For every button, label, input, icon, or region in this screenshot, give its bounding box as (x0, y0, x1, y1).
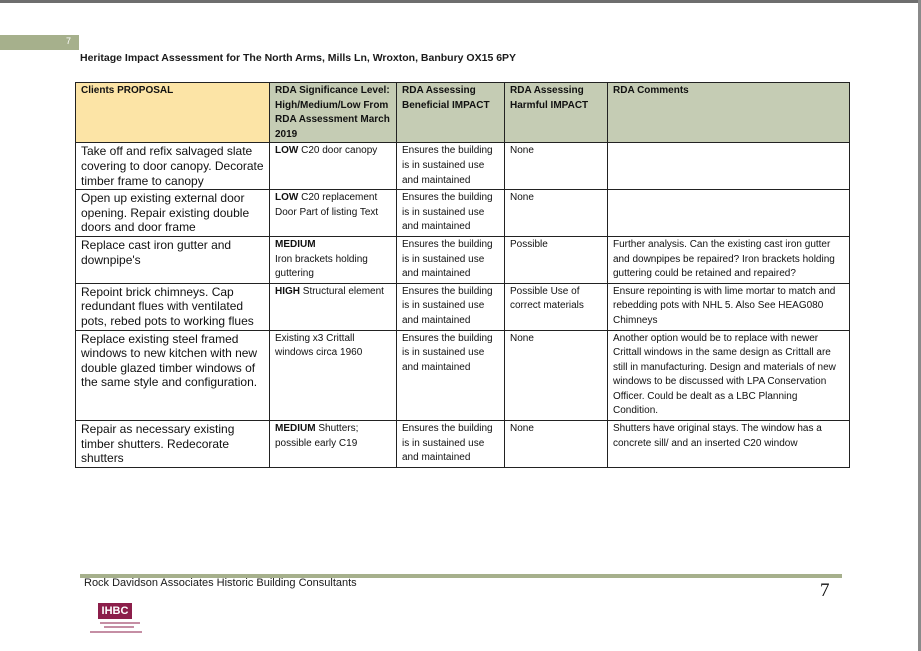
logo-line (90, 631, 142, 633)
header-beneficial: RDA Assessing Beneficial IMPACT (397, 83, 505, 143)
cell-proposal: Repoint brick chimneys. Cap redundant flues with ventilated pots, rebed pots to working flues (76, 283, 270, 330)
header-harmful: RDA Assessing Harmful IMPACT (505, 83, 608, 143)
significance-level: LOW (275, 145, 299, 157)
cell-beneficial: Ensures the building is in sustained use and maintained (397, 236, 505, 283)
significance-text: Shutters; possible early C19 (275, 423, 359, 449)
table-row (76, 236, 850, 283)
cell-proposal: Replace cast iron gutter and downpipe's (76, 236, 270, 283)
cell-significance (270, 190, 397, 237)
cell-significance (270, 143, 397, 190)
window-top-border (0, 0, 921, 3)
cell-proposal: Open up existing external door opening. Repair existing double doors and door frame (76, 190, 270, 237)
page-tab-number: 7 (66, 36, 72, 46)
table-row (76, 143, 850, 190)
significance-text: C20 replacement Door Part of listing Text (275, 192, 379, 218)
cell-beneficial: Ensures the building is in sustained use and maintained (397, 421, 505, 468)
cell-significance (270, 283, 397, 330)
cell-proposal: Repair as necessary existing timber shutters. Redecorate shutters (76, 421, 270, 468)
cell-harmful: None (505, 421, 608, 468)
cell-comments (608, 143, 850, 190)
table-row (76, 283, 850, 330)
cell-harmful: None (505, 143, 608, 190)
cell-significance (270, 330, 397, 421)
document-title: Heritage Impact Assessment for The North Arms, Mills Ln, Wroxton, Banbury OX15 6PY (80, 52, 517, 64)
table-row (76, 190, 850, 237)
cell-proposal: Replace existing steel framed windows to new kitchen with new double glazed timber windows of the same style and configuration. (76, 330, 270, 421)
cell-harmful: Possible (505, 236, 608, 283)
cell-harmful: Possible Use of correct materials (505, 283, 608, 330)
cell-significance (270, 421, 397, 468)
ihbc-logo (88, 603, 148, 635)
header-proposal: Clients PROPOSAL (76, 83, 270, 143)
logo-line (104, 626, 134, 628)
cell-proposal: Take off and refix salvaged slate covering to door canopy. Decorate timber frame to canopy (76, 143, 270, 190)
cell-significance (270, 236, 397, 283)
page-tab (0, 35, 79, 50)
assessment-table (75, 82, 850, 468)
ihbc-logo-mark: IHBC (98, 603, 132, 619)
significance-text: Existing x3 Crittall windows circa 1960 (275, 332, 363, 359)
footer-company: Rock Davidson Associates Historic Building Consultants (84, 577, 357, 589)
cell-comments: Shutters have original stays. The window has a concrete sill/ and an inserted C20 window (608, 421, 850, 468)
significance-level: MEDIUM (275, 238, 316, 250)
page-number: 7 (820, 580, 830, 601)
cell-comments (608, 190, 850, 237)
header-significance: RDA Significance Level: High/Medium/Low From RDA Assessment March 2019 (270, 83, 397, 143)
cell-harmful: None (505, 190, 608, 237)
table-row (76, 421, 850, 468)
significance-level: MEDIUM (275, 423, 316, 435)
significance-text: Iron brackets holding guttering (275, 253, 368, 280)
significance-level: LOW (275, 192, 299, 204)
header-comments: RDA Comments (608, 83, 850, 143)
logo-line (100, 622, 140, 624)
cell-beneficial: Ensures the building is in sustained use and maintained (397, 190, 505, 237)
table-header-row (76, 83, 850, 143)
significance-text: C20 door canopy (298, 145, 378, 157)
significance-level: HIGH (275, 285, 300, 297)
cell-beneficial: Ensures the building is in sustained use and maintained (397, 330, 505, 421)
table-row (76, 330, 850, 421)
cell-beneficial: Ensures the building is in sustained use and maintained (397, 283, 505, 330)
cell-comments: Further analysis. Can the existing cast iron gutter and downpipes be repaired? Iron brackets holding guttering could be retained and repaired? (608, 236, 850, 283)
significance-text: Structural element (300, 285, 384, 297)
cell-comments: Another option would be to replace with newer Crittall windows in the same design as Crittall are still in manufacturing. Design and materials of new windows to be discussed with LPA Conservation Officer. Could be dealt as a LBC Planning Condition. (608, 330, 850, 421)
cell-comments: Ensure repointing is with lime mortar to match and rebedding pots with NHL 5. Also See HEAG080 Chimneys (608, 283, 850, 330)
cell-beneficial: Ensures the building is in sustained use and maintained (397, 143, 505, 190)
cell-harmful: None (505, 330, 608, 421)
